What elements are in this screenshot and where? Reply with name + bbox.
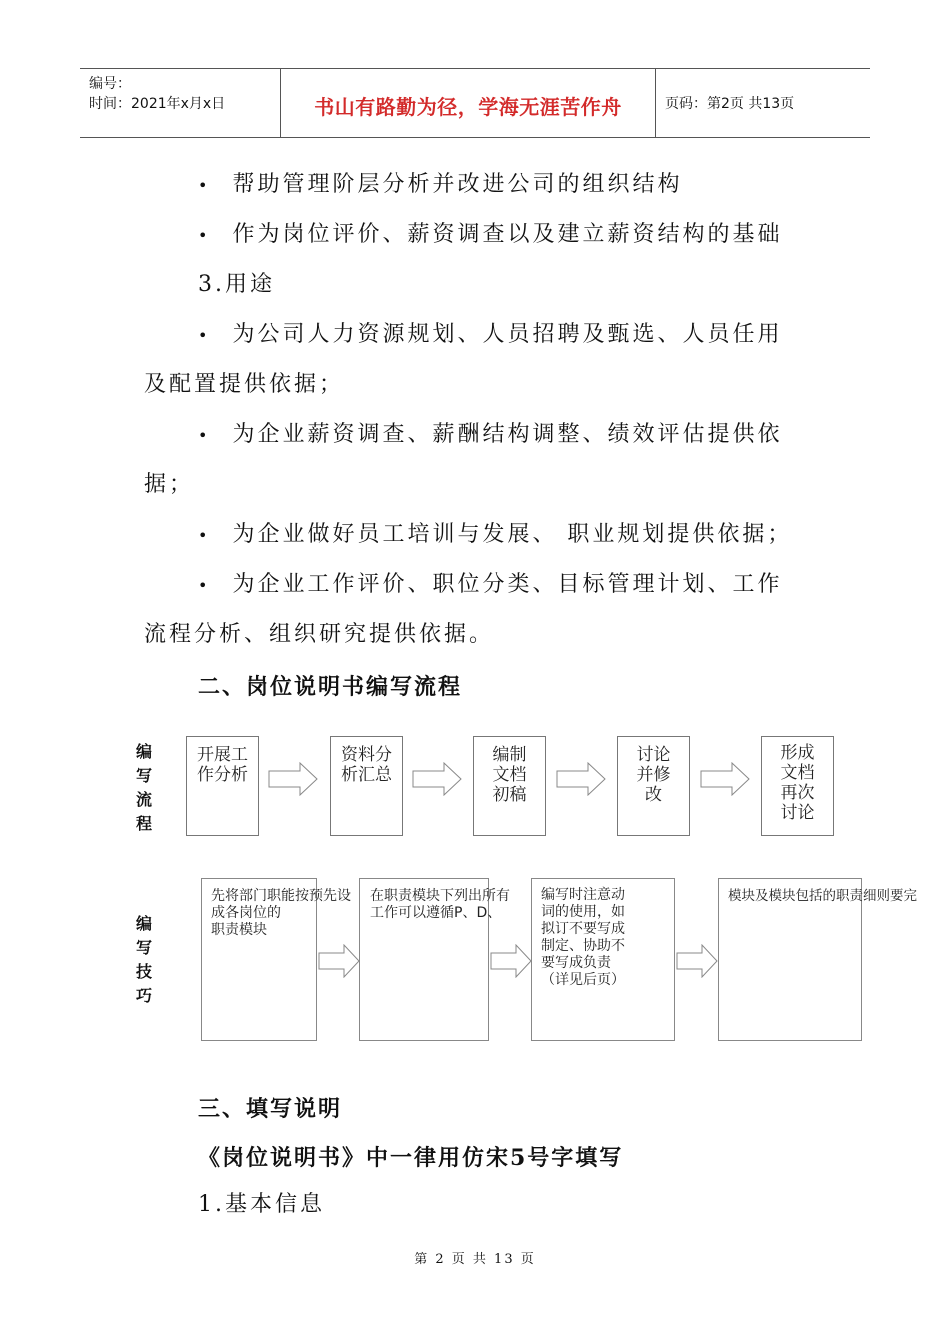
- flow-step-text: 析汇总: [341, 765, 392, 785]
- bullet-text: 为企业工作评价、职位分类、目标管理计划、工作: [232, 572, 783, 597]
- skills-label-char: 技: [135, 962, 152, 981]
- bullet-dot-icon: •: [198, 326, 211, 345]
- skill-text: 先将部门职能按预先设 成各岗位的 职责模块: [211, 888, 351, 938]
- page-info: 页码：第2页 共13页: [665, 96, 795, 112]
- page-header: [80, 68, 870, 138]
- bullet-dot-icon: •: [198, 426, 211, 445]
- motto-text: 书山有路勤为径，学海无涯苦作舟: [314, 95, 622, 119]
- flow-step-text: 开展工: [197, 745, 248, 765]
- bullet-item: [198, 570, 782, 601]
- bullet-dot-icon: •: [198, 226, 211, 245]
- flow-step-text: 讨论: [780, 803, 815, 823]
- page-footer: 第 2 页 共 13 页: [414, 1252, 536, 1267]
- bullet-continuation: 流程分析、组织研究提供依据。: [144, 622, 495, 647]
- flow-step-text: 资料分: [341, 745, 392, 765]
- flow-step-text: 讨论: [636, 745, 671, 765]
- bullet-text: 为企业做好员工培训与发展、 职业规划提供依据；: [232, 522, 793, 547]
- bullet-text: 帮助管理阶层分析并改进公司的组织结构: [232, 172, 683, 197]
- bullet-dot-icon: •: [198, 576, 211, 595]
- flow-row-label: [132, 740, 156, 836]
- bullet-continuation: 及配置提供依据；: [144, 372, 345, 397]
- bullet-item: [198, 420, 782, 451]
- flow-label-char: 程: [135, 814, 152, 833]
- skills-row-label: [132, 912, 156, 1008]
- flow-step-text: 形成: [780, 743, 815, 763]
- bullet-text: 作为岗位评价、薪资调查以及建立薪资结构的基础: [232, 222, 783, 247]
- skills-label-char: 巧: [135, 986, 152, 1005]
- section-heading: 二、岗位说明书编写流程: [198, 675, 463, 700]
- right-arrow-icon: [556, 762, 606, 796]
- header-page-cell: [655, 69, 870, 137]
- right-arrow-icon: [490, 944, 532, 978]
- skill-text: 模块及模块包括的职责细则要完: [728, 888, 917, 904]
- skills-label-char: 写: [135, 938, 152, 957]
- skills-label-char: 编: [135, 914, 152, 933]
- flow-step-text: 改: [645, 785, 662, 805]
- flow-step-text: 并修: [636, 765, 671, 785]
- flow-step-text: 初稿: [492, 785, 527, 805]
- flow-step-box: [330, 736, 403, 836]
- flow-step-text: 再次: [780, 783, 815, 803]
- flow-label-char: 写: [135, 766, 152, 785]
- right-arrow-icon: [676, 944, 718, 978]
- right-arrow-icon: [318, 944, 360, 978]
- right-arrow-icon: [268, 762, 318, 796]
- flow-step-text: 文档: [780, 763, 815, 783]
- bullet-item: [198, 320, 782, 351]
- flow-step-text: 编制: [492, 745, 527, 765]
- bullet-item: [198, 520, 792, 551]
- bullet-dot-icon: •: [198, 526, 211, 545]
- section-number-heading: 3.用途: [198, 272, 275, 297]
- bullet-item: [198, 170, 682, 201]
- bullet-text: 为公司人力资源规划、人员招聘及甄选、人员任用: [232, 322, 783, 347]
- right-arrow-icon: [412, 762, 462, 796]
- flow-step-box: [186, 736, 259, 836]
- bullet-continuation: 据；: [144, 472, 195, 497]
- flow-label-char: 编: [135, 742, 152, 761]
- header-meta-cell: [80, 69, 280, 137]
- skill-text: 编写时注意动 词的使用，如 拟订不要写成 制定、协助不 要写成负责 （详见后页）: [541, 887, 625, 988]
- right-arrow-icon: [700, 762, 750, 796]
- flow-step-box: [473, 736, 546, 836]
- flow-step-box: [761, 736, 834, 836]
- document-date: 时间：2021年x月x日: [89, 96, 226, 112]
- formatting-note: 《岗位说明书》中一律用仿宋5号字填写: [198, 1145, 624, 1171]
- skill-text: 在职责模块下列出所有 工作可以遵循P、D、: [370, 888, 510, 921]
- section-heading: 三、填写说明: [198, 1097, 343, 1122]
- bullet-dot-icon: •: [198, 176, 211, 195]
- document-number-label: 编号：: [89, 76, 131, 92]
- bullet-text: 为企业薪资调查、薪酬结构调整、绩效评估提供依: [232, 422, 783, 447]
- flow-step-box: [617, 736, 690, 836]
- flow-label-char: 流: [135, 790, 152, 809]
- subsection-heading: 1.基本信息: [198, 1192, 325, 1217]
- header-motto-cell: [280, 69, 656, 137]
- bullet-item: [198, 220, 782, 251]
- flow-step-text: 作分析: [197, 765, 248, 785]
- flow-step-text: 文档: [492, 765, 527, 785]
